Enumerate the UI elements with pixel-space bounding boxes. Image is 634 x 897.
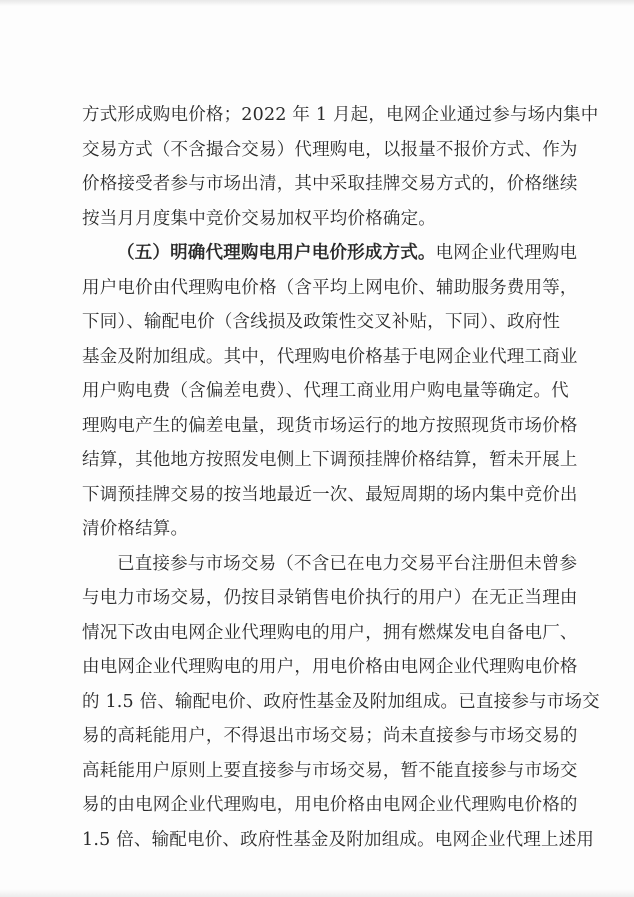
body-text (82, 98, 600, 857)
text-line: 1.5 倍、输配电价、政府性基金及附加组成。电网企业代理上述用 (82, 829, 595, 850)
text-line: 理购电产生的偏差电量，现货市场运行的地方按照现货市场价格 (82, 415, 578, 436)
text-line: 方式形成购电价格；2022 年 1 月起，电网企业通过参与场内集中 (82, 105, 599, 125)
text-line: 下调预挂牌交易的按当地最近一次、最短周期的场内集中竞价出 (82, 484, 578, 505)
scan-edge-top (0, 0, 634, 6)
text-line: 用户电价由代理购电价格（含平均上网电价、辅助服务费用等， (82, 277, 578, 298)
text-line: 由电网企业代理购电的用户，用电价格由电网企业代理购电价格 (82, 657, 578, 677)
scan-edge-bottom (0, 889, 634, 897)
text-line: 的 1.5 倍、输配电价、政府性基金及附加组成。已直接参与市场交 (82, 691, 600, 712)
paragraph-start-line: 已直接参与市场交易（不含已在电力交易平台注册但未曾参 (117, 553, 578, 574)
section-heading: （五）明确代理购电用户电价形成方式。 (117, 243, 436, 263)
text-line: 与电力市场交易，仍按目录销售电价执行的用户）在无正当理由 (82, 588, 578, 608)
text-line: 用户购电费（含偏差电费）、代理工商业用户购电量等确定。代 (82, 381, 569, 401)
section-heading-line (82, 236, 578, 271)
text-line: 情况下改由电网企业代理购电的用户，拥有燃煤发电自备电厂、 (82, 622, 578, 643)
text-line: 高耗能用户原则上要直接参与市场交易，暂不能直接参与市场交 (82, 760, 578, 781)
text-line: 下同）、输配电价（含线损及政策性交叉补贴，下同）、政府性 (82, 312, 561, 332)
text-line: 结算，其他地方按照发电侧上下调预挂牌价格结算，暂未开展上 (82, 450, 578, 470)
text-line: 价格接受者参与市场出清，其中采取挂牌交易方式的，价格继续 (82, 174, 578, 194)
text-line: 清价格结算。 (82, 519, 189, 539)
text-line: 按当月月度集中竞价交易加权平均价格确定。 (82, 208, 436, 229)
text-line: 易的由电网企业代理购电，用电价格由电网企业代理购电价格的 (82, 795, 578, 815)
text-segment: 电网企业代理购电 (435, 243, 578, 263)
text-line: 易的高耗能用户，不得退出市场交易；尚未直接参与市场交易的 (82, 726, 578, 746)
text-line: 基金及附加组成。其中，代理购电价格基于电网企业代理工商业 (82, 346, 578, 367)
text-line: 交易方式（不含撮合交易）代理购电，以报量不报价方式、作为 (82, 139, 578, 160)
